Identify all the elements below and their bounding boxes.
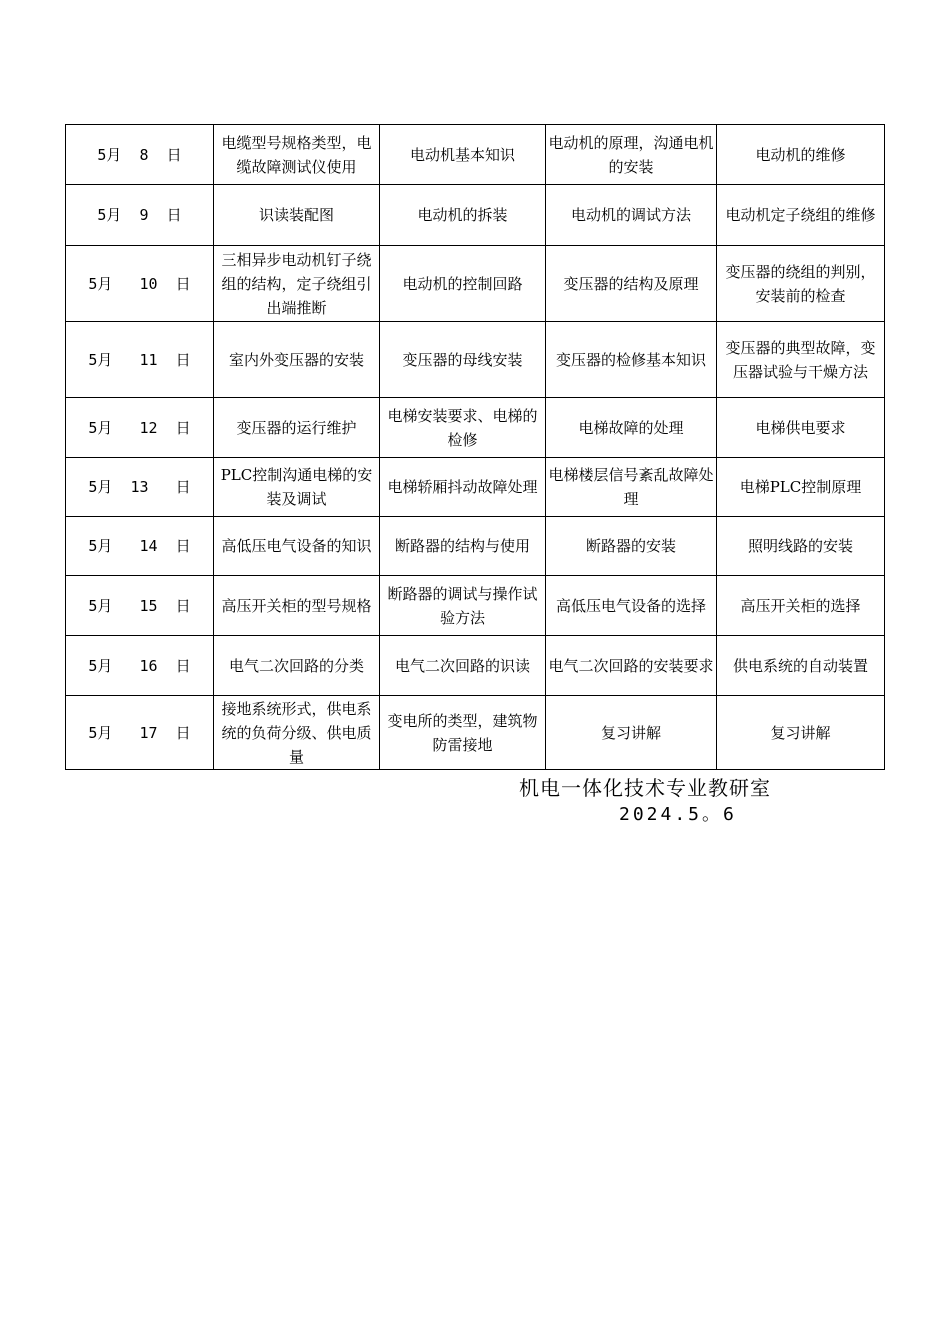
topic-cell: 照明线路的安装	[717, 517, 885, 576]
table-row	[66, 517, 885, 576]
table-row	[66, 246, 885, 322]
date-cell: 5月 15 日	[66, 576, 214, 636]
topic-cell: 接地系统形式，供电系统的负荷分级、供电质量	[214, 696, 380, 770]
date-cell: 5月 10 日	[66, 246, 214, 322]
topic-cell: 识读装配图	[214, 185, 380, 246]
topic-cell: 高低压电气设备的选择	[546, 576, 717, 636]
topic-cell: 断路器的结构与使用	[380, 517, 546, 576]
topic-cell: 室内外变压器的安装	[214, 322, 380, 398]
topic-cell: 复习讲解	[546, 696, 717, 770]
table-row	[66, 322, 885, 398]
topic-cell: 变压器的运行维护	[214, 398, 380, 458]
topic-cell: 变压器的绕组的判别，安装前的检查	[717, 246, 885, 322]
topic-cell: 电梯楼层信号紊乱故障处理	[546, 458, 717, 517]
topic-cell: 变压器的母线安装	[380, 322, 546, 398]
topic-cell: 电气二次回路的分类	[214, 636, 380, 696]
table-row	[66, 576, 885, 636]
date-cell: 5月 9 日	[66, 185, 214, 246]
topic-cell: 变电所的类型，建筑物防雷接地	[380, 696, 546, 770]
topic-cell: 变压器的检修基本知识	[546, 322, 717, 398]
topic-cell: 电气二次回路的安装要求	[546, 636, 717, 696]
table-row	[66, 125, 885, 185]
topic-cell: 电气二次回路的识读	[380, 636, 546, 696]
topic-cell: 变压器的典型故障，变压器试验与干燥方法	[717, 322, 885, 398]
topic-cell: 电梯PLC控制原理	[717, 458, 885, 517]
table-row	[66, 398, 885, 458]
schedule-table	[65, 124, 885, 770]
topic-cell: 高低压电气设备的知识	[214, 517, 380, 576]
date-cell: 5月 17 日	[66, 696, 214, 770]
topic-cell: 电梯轿厢抖动故障处理	[380, 458, 546, 517]
table-row	[66, 458, 885, 517]
topic-cell: 电缆型号规格类型，电缆故障测试仪使用	[214, 125, 380, 185]
topic-cell: 断路器的调试与操作试验方法	[380, 576, 546, 636]
topic-cell: 高压开关柜的型号规格	[214, 576, 380, 636]
date-cell: 5月 14 日	[66, 517, 214, 576]
topic-cell: 电动机的控制回路	[380, 246, 546, 322]
topic-cell: 电梯供电要求	[717, 398, 885, 458]
date-cell: 5月 11 日	[66, 322, 214, 398]
topic-cell: 三相异步电动机钉子绕组的结构，定子绕组引出端推断	[214, 246, 380, 322]
topic-cell: 变压器的结构及原理	[546, 246, 717, 322]
date-cell: 5月 13 日	[66, 458, 214, 517]
topic-cell: 电动机基本知识	[380, 125, 546, 185]
topic-cell: 断路器的安装	[546, 517, 717, 576]
topic-cell: 电动机的原理，沟通电机的安装	[546, 125, 717, 185]
table-row	[66, 636, 885, 696]
date-cell: 5月 12 日	[66, 398, 214, 458]
topic-cell: 复习讲解	[717, 696, 885, 770]
date-cell: 5月 8 日	[66, 125, 214, 185]
topic-cell: 电动机的维修	[717, 125, 885, 185]
topic-cell: 电动机的调试方法	[546, 185, 717, 246]
topic-cell: 电梯安装要求、电梯的检修	[380, 398, 546, 458]
topic-cell: 供电系统的自动装置	[717, 636, 885, 696]
table-row	[66, 696, 885, 770]
topic-cell: 电动机定子绕组的维修	[717, 185, 885, 246]
footer-organization: 机电一体化技术专业教研室	[519, 776, 771, 800]
topic-cell: 电梯故障的处理	[546, 398, 717, 458]
schedule-body	[66, 125, 885, 770]
date-cell: 5月 16 日	[66, 636, 214, 696]
footer-date: 2024.5。6	[619, 804, 737, 825]
topic-cell: 高压开关柜的选择	[717, 576, 885, 636]
topic-cell: 电动机的拆装	[380, 185, 546, 246]
table-row	[66, 185, 885, 246]
topic-cell: PLC控制沟通电梯的安装及调试	[214, 458, 380, 517]
